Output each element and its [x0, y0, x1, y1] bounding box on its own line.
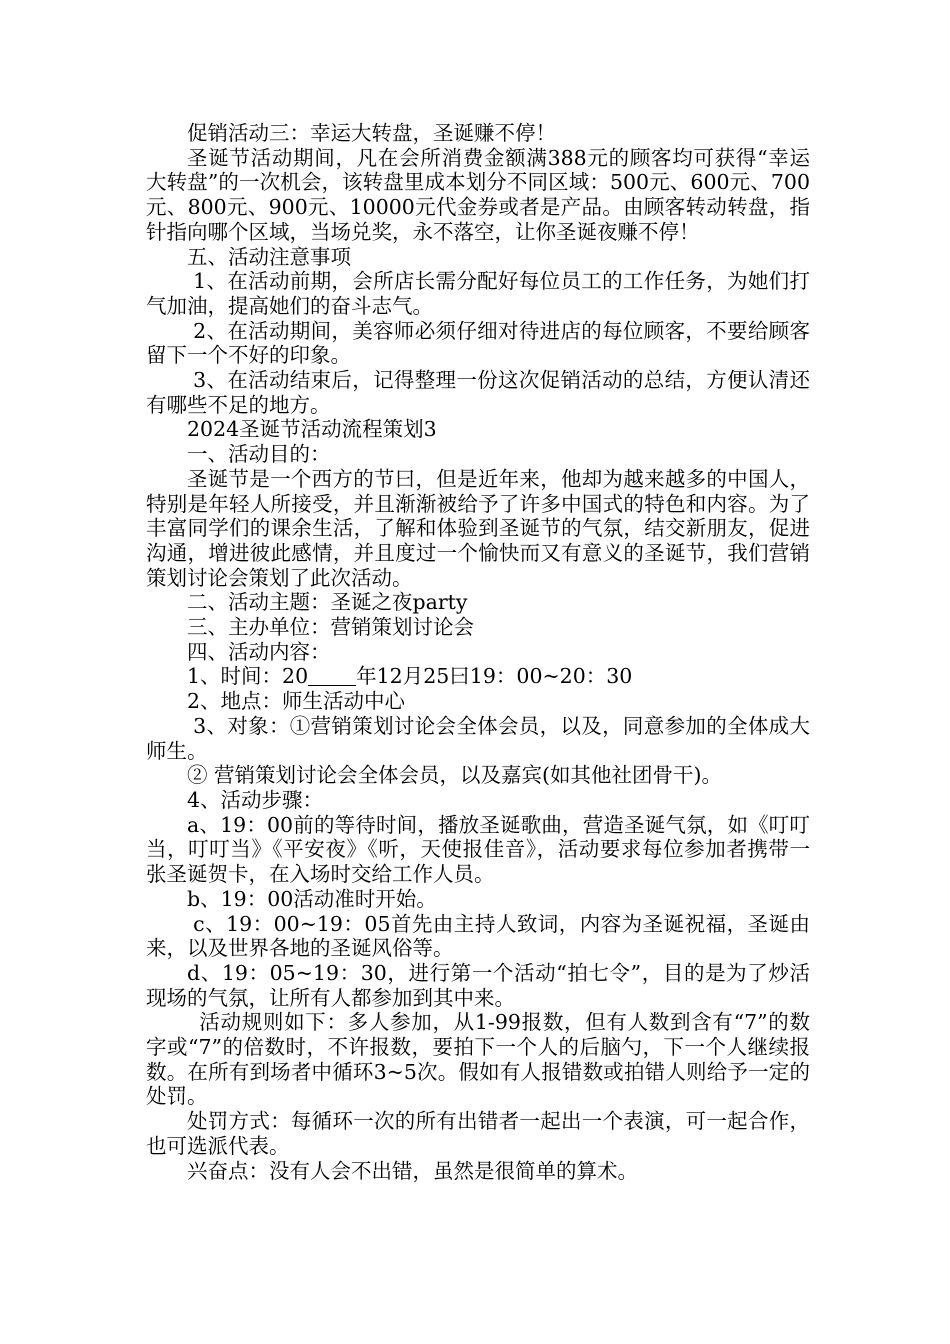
- paragraph-step-b: b、19：00活动准时开始。: [187, 886, 437, 911]
- section-heading-purpose: 一、活动目的：: [187, 442, 331, 467]
- time-value: 年12月25曰19：00~20：30: [356, 664, 633, 689]
- paragraph-time: [146, 664, 810, 689]
- section-heading-organizer: 三、主办单位：营销策划讨论会: [187, 615, 474, 640]
- paragraph-promo-three-title: 促销活动三：幸运大转盘，圣诞赚不停！: [187, 121, 556, 145]
- paragraph-audience: 3、对象：①营销策划讨论会全体会员，以及，同意参加的全体成大师生。: [146, 713, 810, 763]
- paragraph-promo-three-body: 圣诞节活动期间，凡在会所消费金额满388元的顾客均可获得“幸运大转盘”的一次机会，该转盘里成本划分不同区域：500元、600元、700元、800元、900元、10000元代金券或者是产品。由顾客转动转盘，指针指向哪个区域，当场兑奖，永不落空，让你圣诞夜赚不停！: [146, 145, 810, 244]
- paragraph-note-3: 3、在活动结束后，记得整理一份这次促销活动的总结，方便认清还有哪些不足的地方。: [146, 368, 810, 417]
- paragraph-audience-2: ② 营销策划讨论会全体会员，以及嘉宾(如其他社团骨干)。: [187, 763, 723, 788]
- paragraph-step-c: c、19：00~19：05首先由主持人致词，内容为圣诞祝福，圣诞由来，以及世界各地的圣诞风俗等。: [146, 911, 810, 961]
- paragraph-note-2: 2、在活动期间，美容师必须仔细对待进店的每位顾客，不要给顾客留下一个不好的印象。: [146, 318, 810, 368]
- year-blank-line: [308, 665, 356, 687]
- section-heading-content: 四、活动内容：: [187, 639, 331, 664]
- section-heading-theme: 二、活动主题：圣诞之夜party: [187, 590, 468, 615]
- section-heading-steps: 4、活动步骤：: [187, 787, 324, 812]
- paragraph-note-1: 1、在活动前期，会所店长需分配好每位员工的工作任务，为她们打气加油，提高她们的奋斗志气。: [146, 269, 810, 318]
- paragraph-step-d: d、19：05~19：30，进行第一个活动“拍七令”，目的是为了炒活现场的气氛，让所有人都参加到其中来。: [146, 960, 810, 1010]
- section-heading-notes: 五、活动注意事项: [187, 244, 351, 269]
- paragraph-penalty: 处罚方式：每循环一次的所有出错者一起出一个表演，可一起合作，也可选派代表。: [146, 1109, 810, 1158]
- paragraph-step-a: a、19：00前的等待时间，播放圣诞歌曲，营造圣诞气氛，如《叮叮当，叮叮当》《平安夜》《听，天使报佳音》，活动要求每位参加者携带一张圣诞贺卡，在入场时交给工作人员。: [146, 812, 810, 887]
- paragraph-location: 2、地点：师生活动中心: [187, 689, 406, 714]
- document-body: [146, 121, 810, 1183]
- document-subtitle: 2024圣诞节活动流程策划3: [187, 417, 437, 442]
- paragraph-purpose-body: 圣诞节是一个西方的节曰，但是近年来，他却为越来越多的中国人，特别是年轻人所接受，并且渐渐被给予了许多中国式的特色和内容。为了丰富同学们的课余生活，了解和体验到圣诞节的气氛，结交新朋友，促进沟通，增进彼此感情，并且度过一个愉快而又有意义的圣诞节，我们营销策划讨论会策划了此次活动。: [146, 466, 810, 590]
- paragraph-rules: 活动规则如下：多人参加，从1-99报数，但有人数到含有“7”的数字或“7”的倍数时，不许报数，要拍下一个人的后脑勺，下一个人继续报数。在所有到场者中循环3~5次。假如有人报错数或拍错人则给予一定的处罚。: [146, 1010, 810, 1109]
- paragraph-highlight: 兴奋点：没有人会不出错，虽然是很简单的算术。: [187, 1158, 638, 1183]
- time-label: 1、时间：20: [187, 664, 309, 689]
